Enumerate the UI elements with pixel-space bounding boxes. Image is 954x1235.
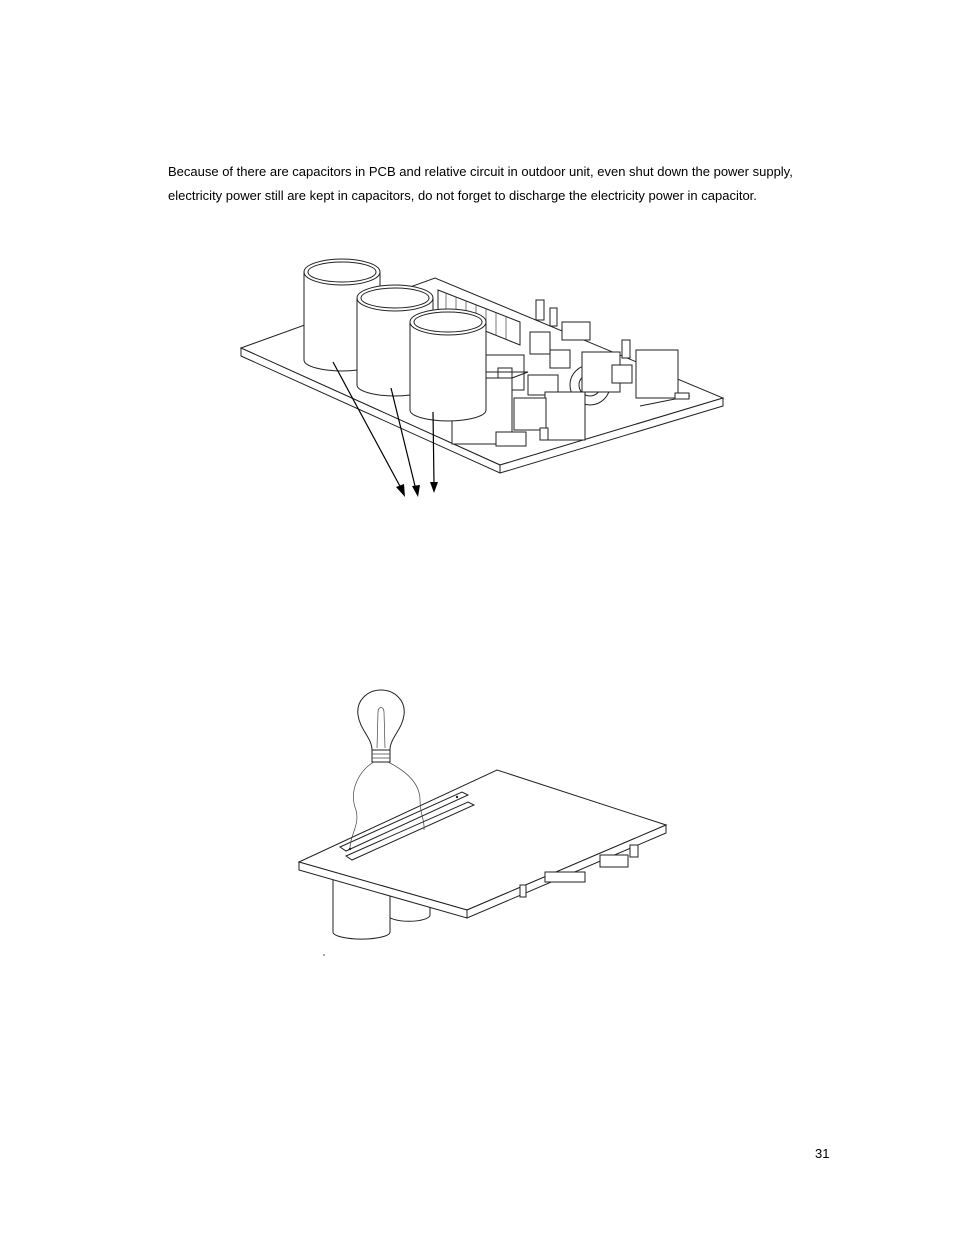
warning-paragraph [168,160,828,208]
paragraph-line-2: electricity power still are kept in capacitors, do not forget to discharge the electricity power in capacitor. [168,188,757,203]
paragraph-line-1: Because of there are capacitors in PCB and relative circuit in outdoor unit, even shut down the power supply, [168,164,793,179]
page-number: 31 [815,1146,830,1161]
pcb-capacitors-illustration [230,250,730,500]
capacitor-3 [410,309,486,421]
bulb-discharge-illustration [290,685,680,960]
light-bulb-icon [358,690,404,762]
